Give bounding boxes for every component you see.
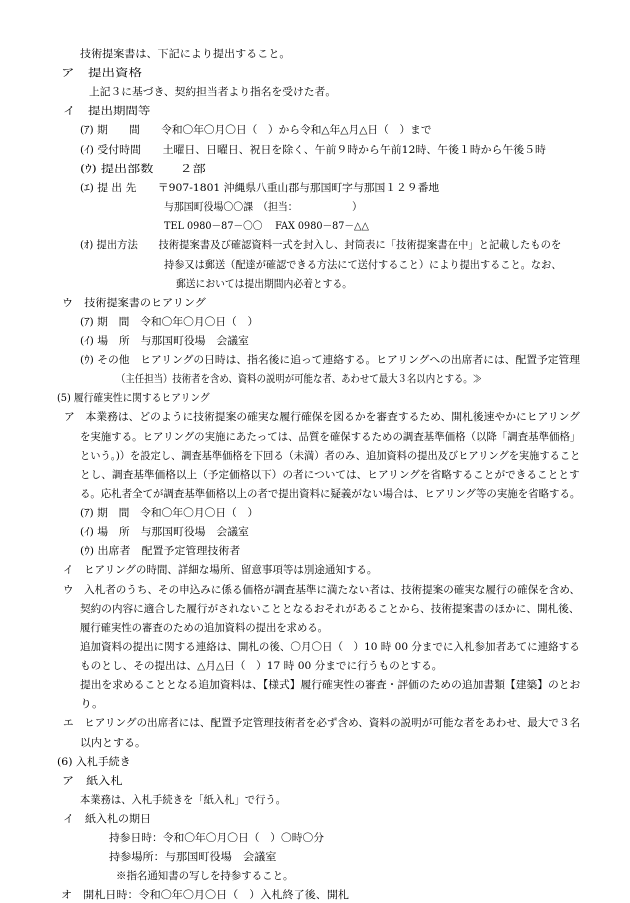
- line-text: イ 紙入札の期日: [63, 813, 151, 825]
- doc-line: [80, 736, 146, 750]
- line-text: 上記３に基づき、契約担当者より指名を受けた者。: [89, 86, 337, 98]
- doc-line: [80, 506, 259, 520]
- line-text: ア 紙入札: [62, 775, 123, 787]
- doc-line: [62, 296, 206, 310]
- line-text: 郵送においては提出期間内必着とする。: [176, 278, 352, 290]
- doc-line: [63, 716, 581, 730]
- line-text: を実施する。ヒアリングの実施にあたっては、品質を確保するための調査基準価格（以降「調査基準価格」: [80, 431, 581, 443]
- line-text: (ｱ) 期 間 令和〇年〇月〇日（ ）から令和△年△月△日（ ）まで: [80, 124, 432, 136]
- doc-line: [80, 659, 443, 673]
- line-text: ウ 技術提案書のヒアリング: [62, 297, 206, 309]
- doc-line: [80, 544, 241, 558]
- doc-line: [80, 315, 259, 329]
- line-text: ウ 入札者のうち、その申込みに係る価格が調査基準に満たない者は、技術提案の確実な履行の確保を含め、: [63, 584, 581, 596]
- line-text: (ｳ) 提出部数 ２部: [80, 163, 206, 175]
- doc-line: [109, 850, 277, 864]
- doc-line: [80, 430, 583, 444]
- line-text: (ｵ) 提出方法 技術提案書及び確認資料一式を封入し、封筒表に「技術提案書在中」と記載したものを: [80, 239, 562, 251]
- line-text: 持参場所：与那国町役場 会議室: [109, 851, 277, 863]
- line-text: ア 本業務は、どのように技術提案の確実な履行確保を図るかを審査するため、開札後速やかにヒアリング: [64, 411, 580, 423]
- line-text: (ｲ) 場 所 与那国町役場 会議室: [80, 335, 249, 347]
- line-text: 履行確実性の審査のための追加資料の提出を求める。: [80, 622, 328, 634]
- doc-line: [80, 143, 546, 157]
- doc-line: [80, 334, 249, 348]
- line-text: とし、調査基準価格以上（予定価格以下）の者については、ヒアリングを省略することができることとす: [80, 469, 580, 481]
- doc-line: [63, 583, 581, 597]
- doc-line: [80, 449, 593, 463]
- doc-line: [80, 238, 569, 252]
- doc-line: [63, 563, 377, 577]
- line-text: オ 開札日時：令和〇年〇月〇日（ ）入札終了後、開札: [61, 889, 350, 901]
- doc-line: [80, 525, 249, 539]
- line-text: エ ヒアリングの出席者には、配置予定管理技術者を必ず含め、資料の説明が可能な者をあわせ、最大で３名: [63, 717, 581, 729]
- doc-line: [62, 774, 123, 788]
- line-text: 追加資料の提出に関する連絡は、開札の後、〇月〇日（ ）10 時 00 分までに入札参加者あてに連絡する: [80, 641, 580, 653]
- doc-line: [89, 85, 337, 99]
- line-text: (ｱ) 期 間 令和〇年〇月〇日（ ）: [80, 507, 259, 519]
- doc-line: [109, 831, 324, 845]
- line-text: 契約の内容に適合した履行がされないこととなるおそれがあることから、技術提案書のほかに、開札後、: [80, 603, 580, 615]
- line-text: 本業務は、入札手続きを「紙入札」で行う。: [80, 794, 286, 806]
- doc-line: [176, 277, 365, 291]
- line-text: 技術提案書は、下記により提出すること。: [80, 48, 291, 60]
- doc-line: [80, 678, 581, 692]
- doc-line: [80, 793, 290, 807]
- line-text: る。応札者全てが調査基準価格以上の者で提出資料に疑義がない場合は、ヒアリング等の実施を省略する。: [80, 488, 581, 500]
- doc-line: [61, 66, 142, 80]
- line-text: TEL 0980－87－〇〇 FAX 0980－87－△△: [164, 220, 369, 232]
- line-text: (5) 履行確実性に関するヒアリング: [57, 392, 210, 404]
- doc-line: [164, 258, 574, 272]
- doc-line: [64, 410, 580, 424]
- doc-line: [80, 123, 432, 137]
- line-text: (ｲ) 場 所 与那国町役場 会議室: [80, 526, 249, 538]
- doc-line: [80, 640, 579, 654]
- doc-line: [80, 487, 583, 501]
- line-text: (ｲ) 受付時間 土曜日、日曜日、祝日を除く、午前９時から午前12時、午後１時から午後５時: [80, 144, 546, 156]
- doc-line: [57, 391, 222, 405]
- doc-line: [80, 697, 104, 711]
- doc-line: [80, 162, 206, 176]
- doc-line: [61, 888, 350, 902]
- doc-line: [80, 47, 291, 61]
- line-text: ※指名通知書の写しを持参すること。: [116, 870, 294, 882]
- line-text: 以内とする。: [80, 737, 146, 749]
- line-text: (ｳ) その他 ヒアリングの日時は、指名後に追って連絡する。ヒアリングへの出席者には、配置予定管理: [80, 354, 581, 366]
- doc-line: [164, 219, 387, 233]
- line-text: (ｴ) 提 出 先 〒907-1801 沖縄県八重山郡与那国町字与那国１２９番地: [80, 182, 440, 194]
- line-text: 提出を求めることとなる追加資料は、【様式】履行確実性の審査・評価のための追加書類【建築】のとお: [80, 679, 581, 691]
- line-text: り。: [80, 698, 104, 710]
- line-text: (6) 入札手続き: [57, 756, 131, 768]
- doc-line: [80, 353, 581, 367]
- line-text: という。)）を設定し、調査基準価格を下回る（未満）者のみ、追加資料の提出及びヒアリングを実施すること: [80, 450, 581, 462]
- doc-line: [80, 602, 580, 616]
- doc-line: [63, 104, 151, 118]
- doc-line: [116, 372, 525, 386]
- doc-line: [80, 181, 440, 195]
- line-text: イ ヒアリングの時間、詳細な場所、留意事項等は別途通知する。: [63, 564, 378, 576]
- line-text: イ 提出期間等: [63, 105, 151, 117]
- line-text: （主任担当）技術者を含め、資料の説明が可能な者、あわせて最大３名以内とする。≫: [116, 373, 483, 385]
- line-text: (ｱ) 期 間 令和〇年〇月〇日（ ）: [80, 316, 259, 328]
- doc-line: [80, 621, 332, 635]
- line-text: 持参又は郵送（配達が確認できる方法にて送付すること）により提出すること。なお、: [164, 259, 562, 271]
- line-text: (ｳ) 出席者 配置予定管理技術者: [80, 545, 241, 557]
- line-text: 与那国町役場〇〇課 （担当： ）: [164, 201, 362, 213]
- doc-line: [57, 755, 131, 769]
- doc-line: [116, 869, 295, 883]
- doc-line: [164, 200, 374, 214]
- doc-line: [80, 468, 580, 482]
- doc-line: [63, 812, 151, 826]
- line-text: 持参日時：令和〇年〇月〇日（ ）〇時〇分: [109, 832, 324, 844]
- line-text: ものとし、その提出は、△月△日（ ）17 時 00 分までに行うものとする。: [80, 660, 443, 672]
- line-text: ア 提出資格: [61, 67, 142, 79]
